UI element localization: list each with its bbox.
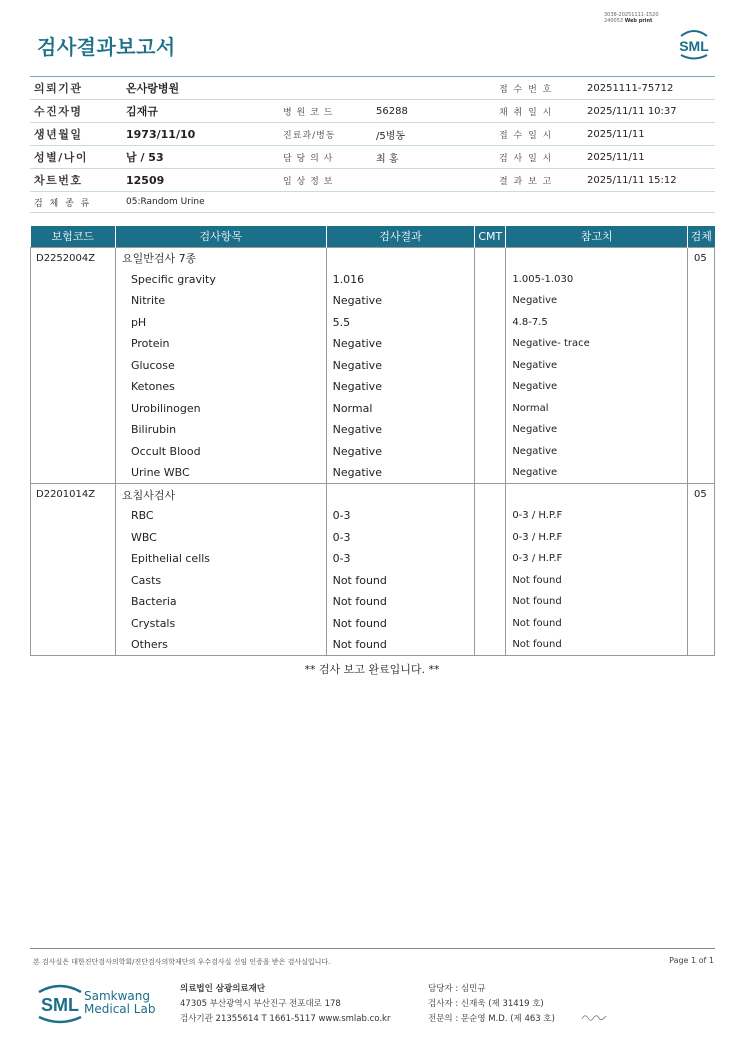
group-row (31, 247, 715, 269)
reference-value: Negative (506, 441, 688, 463)
reference-value: 4.8-7.5 (506, 312, 688, 334)
sml-logo (675, 26, 713, 62)
page-title: 검사결과보고서 (37, 35, 176, 59)
report-complete-text: ** 검사 보고 완료입니다. ** (304, 663, 440, 676)
test-result: Negative (326, 333, 475, 355)
info-label: 의뢰기관 (34, 82, 83, 95)
table-row (31, 613, 715, 635)
lab-name-line1: Samkwang (84, 989, 150, 1003)
test-item: Crystals (130, 616, 176, 630)
info-label: 접 수 일 시 (499, 130, 553, 141)
test-item: Urobilinogen (130, 401, 201, 415)
test-result: 0-3 (326, 505, 475, 527)
test-result: Not found (326, 570, 475, 592)
staff-value: 문순영 M.D. (제 463 호) (460, 1014, 555, 1024)
specimen-code (687, 570, 714, 592)
insurance-code (31, 398, 116, 420)
test-item: Bacteria (130, 595, 177, 609)
cmt-cell (475, 333, 506, 355)
info-label: 채 취 일 시 (499, 107, 553, 118)
web-print-label: Web print (624, 18, 653, 24)
insurance-code (31, 290, 116, 312)
test-result: Negative (326, 290, 475, 312)
insurance-code (31, 462, 116, 484)
certification-text: 본 검사실은 대한진단검사의학회/진단검사의학재단의 우수검사실 신임 인증을 받은 검사실입니다. (33, 958, 331, 966)
specimen-label: 검 체 종 류 (34, 198, 92, 209)
insurance-code (31, 548, 116, 570)
info-label: 접 수 번 호 (499, 84, 553, 95)
insurance-code (31, 527, 116, 549)
info-value: 남 / 53 (126, 151, 164, 164)
reference-value: 1.005-1.030 (506, 269, 688, 291)
info-label: 검 사 일 시 (499, 153, 553, 164)
info-value: 56288 (376, 105, 408, 117)
insurance-code: D2201014Z (31, 484, 116, 506)
group-row (31, 484, 715, 506)
test-item-cell (115, 398, 326, 420)
reference-value: Negative (506, 462, 688, 484)
specimen-code (687, 398, 714, 420)
info-value: 최 홍 (376, 153, 399, 165)
result-cell (326, 484, 475, 506)
header-test-item: 검사항목 (115, 226, 326, 247)
specimen-code (687, 613, 714, 635)
lab-name (84, 990, 155, 1016)
reference-value: Negative (506, 290, 688, 312)
info-row (30, 146, 715, 169)
staff-value: 신재욱 (제 31419 호) (460, 999, 544, 1009)
specimen-code (687, 462, 714, 484)
specimen-code: 05 (687, 247, 714, 269)
reference-value: Not found (506, 613, 688, 635)
test-item-cell (115, 591, 326, 613)
test-result: 5.5 (326, 312, 475, 334)
header-specimen: 검체 (687, 226, 714, 247)
cmt-cell (475, 269, 506, 291)
insurance-code (31, 312, 116, 334)
org-name: 의료법인 삼광의료재단 (180, 984, 266, 994)
test-item: WBC (130, 530, 157, 544)
test-result: Negative (326, 376, 475, 398)
cmt-cell (475, 462, 506, 484)
reference-value: Not found (506, 570, 688, 592)
staff-line (428, 982, 555, 997)
page-number: Page 1 of 1 (669, 956, 714, 965)
info-value: /5병동 (376, 130, 406, 142)
cmt-cell (475, 376, 506, 398)
reference-value: 0-3 / H.P.F (506, 548, 688, 570)
reference-value: Negative- trace (506, 333, 688, 355)
cmt-cell (475, 312, 506, 334)
test-result: Not found (326, 634, 475, 656)
group-name: 요일반검사 7종 (115, 247, 326, 269)
test-item: Glucose (130, 358, 175, 372)
table-row (31, 570, 715, 592)
document-id-line1: 3038-20251111-1520 (604, 12, 659, 18)
table-row (31, 634, 715, 656)
lab-name-line2: Medical Lab (84, 1002, 156, 1016)
test-item: Epithelial cells (130, 552, 211, 566)
specimen-code (687, 290, 714, 312)
test-result: 0-3 (326, 548, 475, 570)
test-item: Occult Blood (130, 444, 201, 458)
test-item-cell (115, 527, 326, 549)
reference-value: 0-3 / H.P.F (506, 505, 688, 527)
info-row (30, 123, 715, 146)
test-item: Casts (130, 573, 162, 587)
info-label: 결 과 보 고 (499, 176, 553, 187)
sml-logo-text: SML (679, 38, 709, 54)
insurance-code (31, 355, 116, 377)
test-item: Urine WBC (130, 466, 190, 479)
table-row (31, 419, 715, 441)
info-label: 담 당 의 사 (283, 153, 334, 164)
test-result: Negative (326, 355, 475, 377)
table-row (31, 548, 715, 570)
test-item: Specific gravity (130, 272, 216, 286)
staff-line (428, 997, 555, 1012)
specimen-value: 05:Random Urine (126, 197, 205, 207)
insurance-code (31, 333, 116, 355)
info-value: 1973/11/10 (126, 127, 196, 141)
info-value: 12509 (126, 173, 165, 187)
reference-value: Negative (506, 419, 688, 441)
insurance-code: D2252004Z (31, 247, 116, 269)
info-label: 생년월일 (34, 128, 83, 141)
insurance-code (31, 441, 116, 463)
test-item: RBC (130, 509, 154, 523)
insurance-code (31, 613, 116, 635)
staff-value: 심민규 (460, 984, 486, 994)
result-cell (326, 247, 475, 269)
info-value: 2025/11/11 (587, 128, 645, 140)
test-result: Not found (326, 613, 475, 635)
table-row (31, 290, 715, 312)
info-value: 김재규 (126, 105, 158, 118)
info-label: 진료과/병동 (283, 130, 336, 141)
info-label: 병 원 코 드 (283, 107, 334, 118)
test-item-cell (115, 613, 326, 635)
test-result: Normal (326, 398, 475, 420)
test-item-cell (115, 570, 326, 592)
test-item-cell (115, 355, 326, 377)
test-item: Protein (130, 337, 170, 351)
footer-divider (30, 948, 715, 949)
test-result: Negative (326, 441, 475, 463)
staff-line (428, 1012, 555, 1027)
insurance-code (31, 634, 116, 656)
specimen-code (687, 441, 714, 463)
ref-cell (506, 484, 688, 506)
test-item-cell (115, 462, 326, 484)
staff-label: 검사자 : (428, 999, 459, 1009)
test-item: Others (130, 638, 168, 651)
test-item-cell (115, 634, 326, 656)
info-value: 2025/11/11 10:37 (587, 105, 677, 117)
specimen-code (687, 333, 714, 355)
test-item-cell (115, 312, 326, 334)
org-address: 47305 부산광역시 부산진구 전포대로 178 (180, 999, 341, 1009)
test-item-cell (115, 376, 326, 398)
header-insurance-code: 보험코드 (31, 226, 116, 247)
reference-value: Not found (506, 591, 688, 613)
info-row (30, 169, 715, 192)
cmt-cell (475, 505, 506, 527)
test-item-cell (115, 290, 326, 312)
test-result: 0-3 (326, 527, 475, 549)
cmt-cell (475, 527, 506, 549)
test-result: 1.016 (326, 269, 475, 291)
staff-info (428, 982, 555, 1027)
staff-label: 담당자 : (428, 984, 459, 994)
table-row (31, 376, 715, 398)
cmt-cell (475, 441, 506, 463)
header-reference: 참고치 (506, 226, 688, 247)
insurance-code (31, 419, 116, 441)
header-cmt: CMT (475, 226, 506, 247)
info-value: 2025/11/11 15:12 (587, 174, 677, 186)
info-value: 2025/11/11 (587, 151, 645, 163)
staff-label: 전문의 : (428, 1014, 459, 1024)
info-row (30, 100, 715, 123)
specimen-code (687, 312, 714, 334)
table-row (31, 269, 715, 291)
signature-image (580, 1010, 608, 1024)
info-row (30, 77, 715, 100)
org-contact: 검사기관 21355614 T 1661-5117 www.smlab.co.kr (180, 1014, 391, 1024)
table-row (31, 441, 715, 463)
header-test-result: 검사결과 (326, 226, 475, 247)
cmt-cell (475, 548, 506, 570)
specimen-code (687, 269, 714, 291)
cmt-cell (475, 290, 506, 312)
test-item: Nitrite (130, 294, 166, 308)
test-item: Ketones (130, 380, 175, 394)
results-header-row (31, 226, 715, 247)
insurance-code (31, 376, 116, 398)
reference-value: Negative (506, 355, 688, 377)
table-row (31, 333, 715, 355)
table-row (31, 527, 715, 549)
specimen-code (687, 376, 714, 398)
specimen-code: 05 (687, 484, 714, 506)
cmt-cell (475, 398, 506, 420)
samkwang-logo-text: SML (41, 995, 79, 1015)
table-row (31, 355, 715, 377)
reference-value: Normal (506, 398, 688, 420)
test-item-cell (115, 333, 326, 355)
cmt-cell (475, 634, 506, 656)
results-table (30, 226, 715, 656)
cmt-cell (475, 613, 506, 635)
document-id (604, 12, 659, 24)
specimen-code (687, 548, 714, 570)
table-row (31, 398, 715, 420)
insurance-code (31, 269, 116, 291)
info-label: 수진자명 (34, 105, 83, 118)
test-item-cell (115, 505, 326, 527)
document-id-line2: 240053 (604, 18, 624, 24)
specimen-code (687, 355, 714, 377)
table-row (31, 591, 715, 613)
info-value: 온사랑병원 (126, 82, 180, 95)
cmt-cell (475, 591, 506, 613)
cmt-cell (475, 247, 506, 269)
ref-cell (506, 247, 688, 269)
table-row (31, 505, 715, 527)
insurance-code (31, 505, 116, 527)
specimen-code (687, 527, 714, 549)
info-label: 성별/나이 (34, 151, 89, 164)
cmt-cell (475, 484, 506, 506)
reference-value: Not found (506, 634, 688, 656)
info-label: 임 상 정 보 (283, 176, 334, 187)
test-item-cell (115, 419, 326, 441)
info-label: 차트번호 (34, 174, 83, 187)
table-row (31, 462, 715, 484)
specimen-row (30, 192, 715, 213)
test-item-cell (115, 548, 326, 570)
test-item: pH (130, 315, 147, 329)
test-result: Negative (326, 462, 475, 484)
specimen-code (687, 419, 714, 441)
patient-info-table (30, 76, 715, 213)
reference-value: Negative (506, 376, 688, 398)
cmt-cell (475, 570, 506, 592)
cmt-cell (475, 419, 506, 441)
test-result: Not found (326, 591, 475, 613)
test-result: Negative (326, 419, 475, 441)
info-value: 20251111-75712 (587, 82, 674, 94)
cmt-cell (475, 355, 506, 377)
specimen-code (687, 505, 714, 527)
specimen-code (687, 634, 714, 656)
specimen-code (687, 591, 714, 613)
insurance-code (31, 591, 116, 613)
test-item-cell (115, 269, 326, 291)
insurance-code (31, 570, 116, 592)
reference-value: 0-3 / H.P.F (506, 527, 688, 549)
test-item: Bilirubin (130, 423, 177, 437)
group-name: 요침사검사 (115, 484, 326, 506)
table-row (31, 312, 715, 334)
test-item-cell (115, 441, 326, 463)
organization-info (180, 982, 390, 1027)
